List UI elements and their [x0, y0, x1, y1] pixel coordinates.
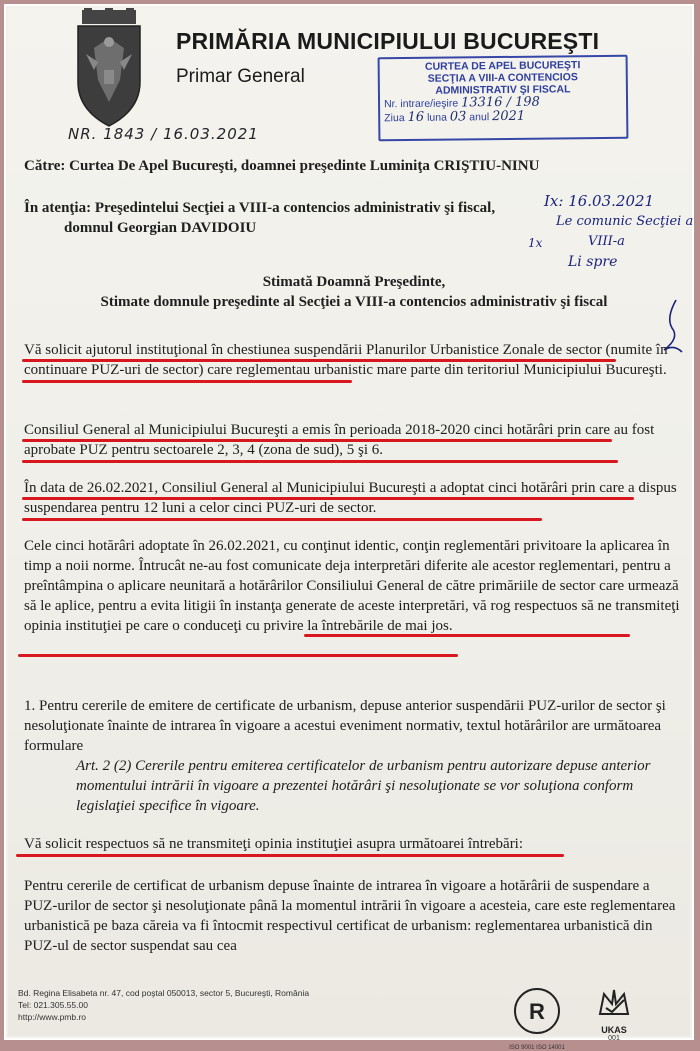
stamp-line-1: CURTEA DE APEL BUCUREŞTI — [424, 59, 581, 73]
handwritten-note-4: Li spre — [568, 254, 618, 270]
stamp-line-3: ADMINISTRATIV ŞI FISCAL — [435, 83, 571, 97]
salutation-2: Stimate domnule preşedinte al Secţiei a VIII-a contencios administrativ şi fiscal — [100, 294, 608, 310]
stamp-month-value: 03 — [449, 109, 467, 125]
footer-website: http://www.pmb.ro — [18, 1012, 87, 1022]
cert2-number: 001 — [608, 1035, 620, 1042]
iso-certification-badge — [502, 986, 572, 1051]
stamp-year-label: anul — [469, 111, 490, 124]
crown-icon — [594, 986, 634, 1020]
stamp-line-2: SECŢIA A VIII-A CONTENCIOS — [427, 71, 578, 85]
underline-p3-b — [22, 518, 542, 521]
stamp-date-row — [384, 109, 622, 125]
handwritten-note-3: VIII-a — [588, 234, 625, 249]
stamp-reg-label: Nr. intrare/ieşire — [383, 97, 459, 111]
svg-text:R: R — [529, 999, 545, 1024]
paragraph-7: Pentru cererile de certificat de urbanism depuse înainte de intrarea în vigoare a hotărârii de suspendare a PUZ-urilor de sector şi nesoluţionate până la momentul intrării în vigoare a acesteia, care este reglementarea urbanistică pe baza căreia va fi întocmit respectivul certificat de urbanism: reglementarea urbanistică din PUZ-ul de sector suspendat sau cea — [24, 878, 676, 954]
document-frame — [4, 4, 694, 1051]
attention-line-1: În atenţia: Preşedintelui Secţiei a VIII-a contencios administrativ şi fiscal, — [24, 200, 496, 216]
paragraph-5-quote: Art. 2 (2) Cererile pentru emiterea certificatelor de urbanism pentru autorizare depuse anterior momentului intrării în vigoare a prezentei hotărâri şi nesoluţionate se vor soluţiona conform legislaţiei specifice în vigoare. — [76, 758, 651, 814]
paragraph-1: Vă solicit ajutorul instituţional în chestiunea suspendării Planurilor Urbanistice Zonale de sector (numite în continuare PUZ-uri de sector) care reglementau urbanistic mare parte din teritoriul Municipiului Bucureşti. — [24, 342, 668, 378]
attention-line-2: domnul Georgian DAVIDOIU — [64, 220, 257, 236]
stamp-year-value: 2021 — [491, 108, 526, 125]
registered-quality-icon — [502, 986, 572, 1040]
stamp-day-value: 16 — [407, 109, 425, 126]
paragraph-6: Vă solicit respectuos să ne transmiteţi opinia instituţiei asupra următoarei întrebări: — [24, 836, 524, 852]
cert1-label: ISO 9001 ISO 14001 — [509, 1045, 565, 1051]
underline-p1-b — [22, 380, 352, 383]
footer-address: Bd. Regina Elisabeta nr. 47, cod poştal 050013, sector 5, Bucureşti, România — [18, 988, 310, 998]
outgoing-registration-number: NR. 1843 / 16.03.2021 — [68, 125, 259, 143]
ukas-certification-badge — [582, 986, 646, 1042]
institution-subtitle: Primar General — [176, 66, 305, 87]
document-page — [8, 8, 694, 1051]
footer-phone: Tel: 021.305.55.00 — [18, 1000, 88, 1010]
underline-p6 — [16, 854, 564, 857]
handwritten-note-2: 1x — [528, 236, 543, 250]
paragraph-3: În data de 26.02.2021, Consiliul General al Municipiului Bucureşti a adoptat cinci hotărâri prin care a dispus suspendarea pentru 12 luni a celor cinci PUZ-uri de sector. — [24, 480, 677, 516]
court-registration-stamp — [378, 55, 629, 142]
underline-p3-a — [22, 497, 634, 500]
bucharest-coat-of-arms-icon — [64, 10, 154, 128]
cert2-label: UKAS — [601, 1025, 627, 1035]
underline-p2-a — [22, 439, 612, 442]
handwritten-note-1: Le comunic Secţiei a — [556, 214, 694, 229]
paragraph-5: 1. Pentru cererile de emitere de certificate de urbanism, depuse anterior suspendării PUZ-urilor de sector şi nesoluţionate înainte de intrarea în vigoare a acestui eveniment normativ, textul hotărârilor are următoarea formulare — [24, 698, 666, 754]
paragraph-2: Consiliul General al Municipiului Bucureşti a emis în perioada 2018-2020 cinci hotărâri prin care au fost aprobate PUZ pentru sectoarele 2, 3, 4 (zona de sud), 5 şi 6. — [24, 422, 655, 458]
stamp-month-label: luna — [426, 111, 447, 124]
underline-p4-b — [18, 654, 458, 657]
underline-p4-a — [304, 634, 630, 637]
stamp-reg-value: 13316 / 198 — [461, 94, 540, 111]
underline-p2-b — [22, 460, 618, 463]
paragraph-4: Cele cinci hotărâri adoptate în 26.02.2021, cu conţinut identic, conţin reglementări privitoare la aplicarea în timp a noii norme. Întrucât ne-au fost comunicate deja interpretări diferite ale acestor reglementari, pentru a preîntâmpina o aplicare neunitară a hotărârilor Consiliului General de către primăriile de sector care urmează să le aplice, pentru a evita litigii în instanţa generate de aceste interpretări, vă rog respectuos să ne transmiteţi opinia instituţiei pe care o conduceţi cu privire la întrebările de mai jos. — [24, 538, 680, 634]
stamp-day-label: Ziua — [384, 112, 405, 125]
salutation-1: Stimată Doamnă Preşedinte, — [262, 274, 446, 290]
footer-contact — [18, 987, 309, 1023]
institution-title: PRIMĂRIA MUNICIPIULUI BUCUREŞTI — [176, 28, 600, 54]
recipient-line: Către: Curtea De Apel Bucureşti, doamnei preşedinte Luminiţa CRIŞTIU-NINU — [24, 158, 540, 174]
underline-p1-a — [22, 359, 616, 362]
handwritten-date: Ix: 16.03.2021 — [544, 192, 655, 210]
